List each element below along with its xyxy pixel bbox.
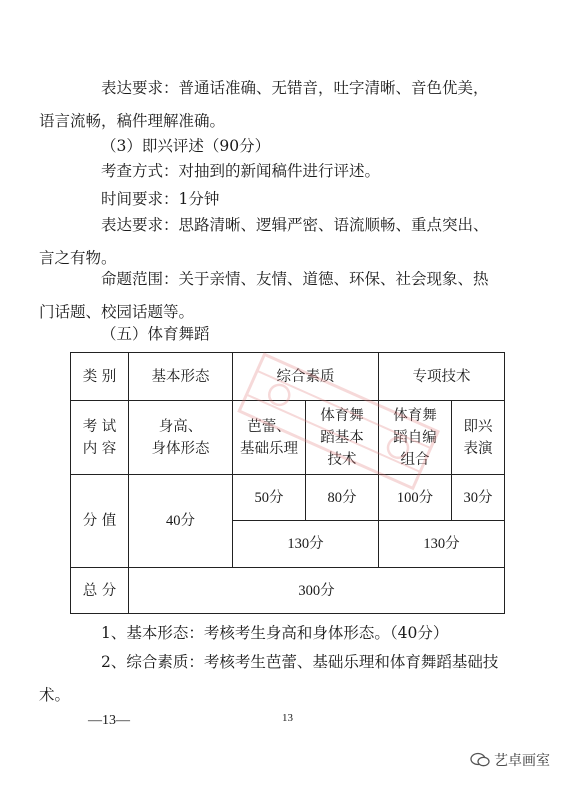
header-special-skill: 专项技术 [379, 353, 505, 401]
cell-text: 蹈基本 [320, 429, 364, 446]
note-comprehensive [39, 646, 510, 712]
cell-text: 考 试 [82, 418, 117, 435]
cell-text: 体育舞 [320, 407, 364, 424]
header-basic-form: 基本形态 [129, 353, 233, 401]
row-label-total: 总 分 [71, 568, 129, 614]
brand-name: 艺卓画室 [494, 753, 550, 769]
score-basic: 40分 [129, 475, 233, 568]
text-line: 言之有物。 [39, 249, 117, 267]
page-number: —13— [88, 713, 130, 728]
table-row [71, 568, 505, 614]
table-row [71, 401, 505, 475]
paragraph-time-requirement: 时间要求：1分钟 [101, 190, 220, 208]
cell-text: 基础乐理 [240, 440, 298, 457]
section-heading-sports-dance: （五）体育舞蹈 [101, 325, 210, 343]
page-number-small: 13 [282, 712, 293, 724]
cell-text: 组合 [400, 451, 430, 468]
text-line: 表达要求：思路清晰、逻辑严密、语流顺畅、重点突出、 [101, 216, 489, 234]
paragraph-expression-requirement-1 [39, 72, 510, 138]
score-special-total: 130分 [379, 521, 505, 568]
paragraph-impromptu-title: （3）即兴评述（90分） [101, 137, 271, 155]
header-comprehensive: 综合素质 [233, 353, 379, 401]
score-self-choreography: 100分 [379, 475, 452, 521]
cell-text: 即兴 [463, 418, 493, 435]
text-line: 命题范围：关于亲情、友情、道德、环保、社会现象、热 [101, 270, 489, 288]
score-table [70, 352, 505, 614]
chat-bubble-icon [470, 752, 490, 768]
score-improvisation: 30分 [452, 475, 505, 521]
score-comprehensive-total: 130分 [233, 521, 379, 568]
table-row [71, 353, 505, 401]
table-row [71, 475, 505, 521]
header-category: 类 别 [71, 353, 129, 401]
cell-text: 芭蕾、 [247, 418, 291, 435]
cell-basic-content [129, 401, 233, 475]
score-ballet-theory: 50分 [233, 475, 306, 521]
row-label-exam-content [71, 401, 129, 475]
cell-dance-basic-technique [306, 401, 379, 475]
cell-text: 内 容 [82, 440, 117, 457]
paragraph-exam-method: 考查方式：对抽到的新闻稿件进行评述。 [101, 162, 381, 180]
cell-text: 表演 [463, 440, 493, 457]
cell-text: 技术 [327, 451, 357, 468]
cell-ballet-theory [233, 401, 306, 475]
cell-improvisation [452, 401, 505, 475]
row-label-score: 分 值 [71, 475, 129, 568]
cell-text: 体育舞 [393, 407, 437, 424]
text-line: 表达要求：普通话准确、无错音，吐字清晰、音色优美， [101, 79, 489, 97]
text-line: 术。 [39, 686, 71, 704]
cell-text: 蹈自编 [393, 429, 437, 446]
text-line: 2、综合素质：考核考生芭蕾、基础乐理和体育舞蹈基础技 [101, 653, 499, 671]
cell-text: 身高、 [158, 418, 203, 435]
brand-label [470, 750, 550, 770]
text-line: 语言流畅，稿件理解准确。 [39, 112, 226, 130]
score-dance-basic: 80分 [306, 475, 379, 521]
note-basic-form: 1、基本形态：考核考生身高和身体形态。（40分） [101, 624, 449, 642]
text-line: 门话题、校园话题等。 [39, 303, 195, 321]
cell-dance-self-choreography [379, 401, 452, 475]
total-score-value: 300分 [129, 568, 505, 614]
cell-text: 身体形态 [151, 440, 210, 457]
